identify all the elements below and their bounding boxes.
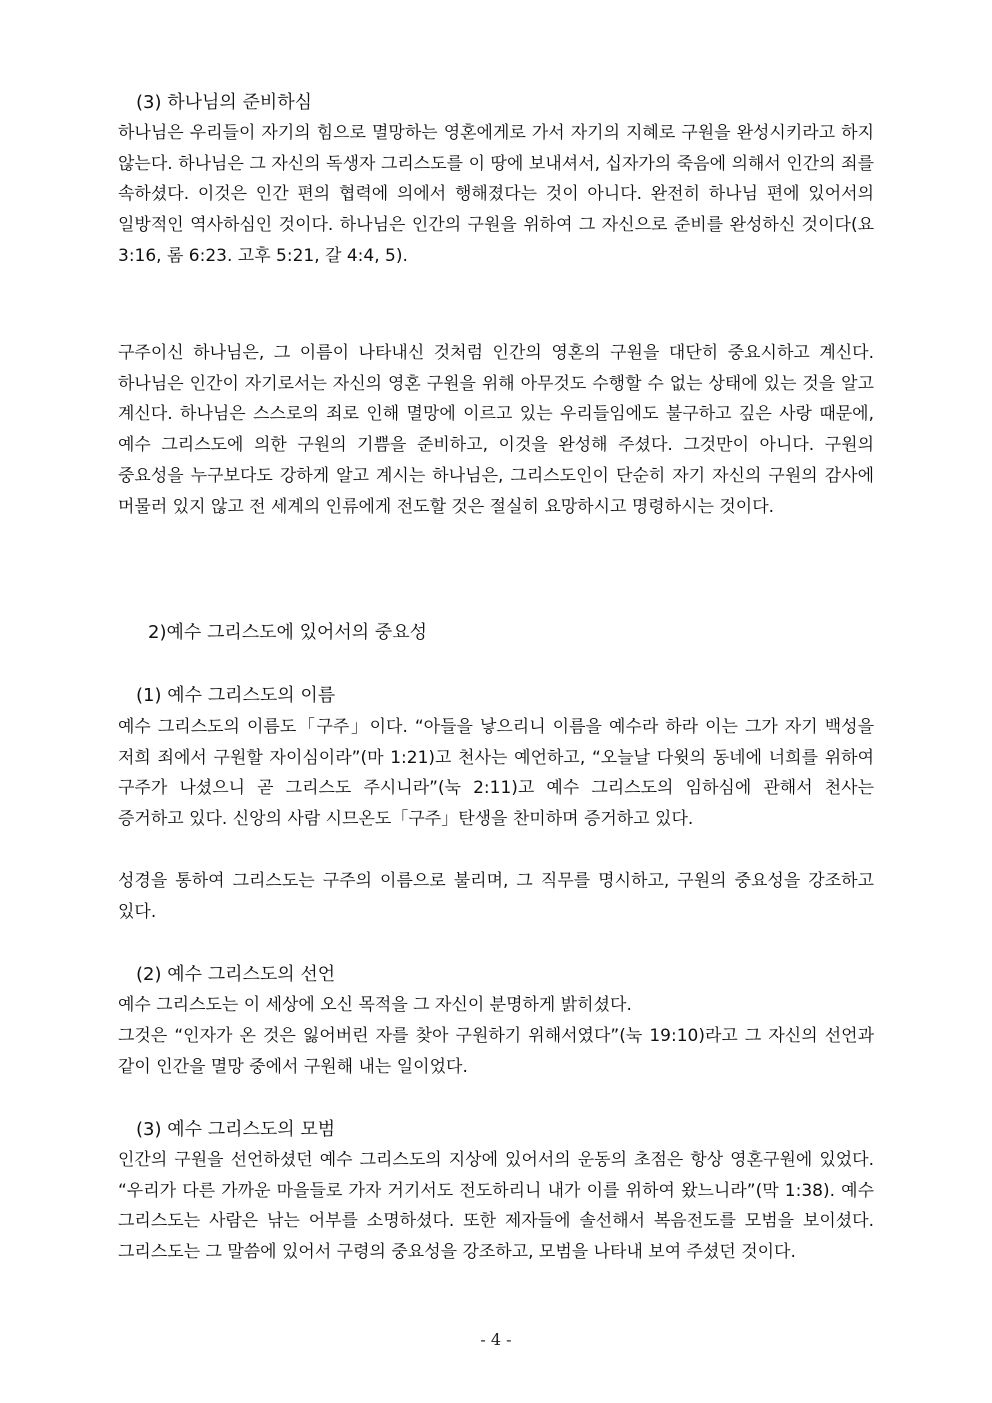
paragraph-declaration-2: 그것은 “인자가 온 것은 잃어버린 자를 찾아 구원하기 위해서였다”(눅 19:10)라고 그 자신의 선언과 같이 인간을 멸망 중에서 구원해 내는 일이었다. bbox=[118, 1026, 874, 1077]
page-number: - 4 - bbox=[480, 1330, 512, 1349]
section-heading-name: (1) 예수 그리스도의 이름 bbox=[136, 685, 336, 706]
paragraph-name-2: 성경을 통하여 그리스도는 구주의 이름으로 불리며, 그 직무를 명시하고, 구원의 중요성을 강조하고 있다. bbox=[118, 871, 874, 922]
main-section-heading: 2)예수 그리스도에 있어서의 중요성 bbox=[148, 622, 428, 643]
paragraph-preparation-1: 하나님은 우리들이 자기의 힘으로 멸망하는 영혼에게로 가서 자기의 지혜로 구원을 완성시키라고 하지 않는다. 하나님은 그 자신의 독생자 그리스도를 이 땅에 보내셔서, 십자가의 죽음에 의해서 인간의 죄를 속하셨다. 이것은 인간 편의 협력에 의에서 행해졌다는 것이 아니다. 완전히 하나님 편에 있어서의 일방적인 역사하심인 것이다. 하나님은 인간의 구원을 위하여 그 자신으로 준비를 완성하신 것이다(요 3:16, 롬 6:23. 고후 5:21, 갈 4:4, 5). bbox=[118, 123, 874, 266]
paragraph-name-1: 예수 그리스도의 이름도「구주」이다. “아들을 낳으리니 이름을 예수라 하라 이는 그가 자기 백성을 저희 죄에서 구원할 자이심이라”(마 1:21)고 천사는 예언하고, “오늘날 다윗의 동네에 너희를 위하여 구주가 나셨으니 곧 그리스도 주시니라”(눅 2:11)고 예수 그리스도의 임하심에 관해서 천사는 증거하고 있다. 신앙의 사람 시므온도「구주」탄생을 찬미하며 증거하고 있다. bbox=[118, 717, 874, 830]
paragraph-preparation-2: 구주이신 하나님은, 그 이름이 나타내신 것처럼 인간의 영혼의 구원을 대단히 중요시하고 계신다. 하나님은 인간이 자기로서는 자신의 영혼 구원을 위해 아무것도 수행할 수 없는 상태에 있는 것을 알고 계신다. 하나님은 스스로의 죄로 인해 멸망에 이르고 있는 우리들임에도 불구하고 깊은 사랑 때문에, 예수 그리스도에 의한 구원의 기쁨을 준비하고, 이것을 완성해 주셨다. 그것만이 아니다. 구원의 중요성을 누구보다도 강하게 알고 계시는 하나님은, 그리스도인이 단순히 자기 자신의 구원의 감사에 머물러 있지 않고 전 세계의 인류에게 전도할 것은 절실히 요망하시고 명령하시는 것이다. bbox=[118, 343, 874, 517]
paragraph-example-1: 인간의 구원을 선언하셨던 예수 그리스도의 지상에 있어서의 운동의 초점은 항상 영혼구원에 있었다. “우리가 다른 가까운 마을들로 가자 거기서도 전도하리니 내가 이를 위하여 왔느니라”(막 1:38). 예수 그리스도는 사람은 낚는 어부를 소명하셨다. 또한 제자들에 솔선해서 복음전도를 모범을 보이셨다. 그리스도는 그 말씀에 있어서 구령의 중요성을 강조하고, 모범을 나타내 보여 주셨던 것이다. bbox=[118, 1150, 874, 1263]
paragraph-declaration-1: 예수 그리스도는 이 세상에 오신 목적을 그 자신이 분명하게 밝히셨다. bbox=[118, 995, 632, 1015]
section-heading-example: (3) 예수 그리스도의 모범 bbox=[136, 1119, 336, 1140]
section-heading-preparation: (3) 하나님의 준비하심 bbox=[136, 92, 313, 113]
section-heading-declaration: (2) 예수 그리스도의 선언 bbox=[136, 964, 336, 985]
